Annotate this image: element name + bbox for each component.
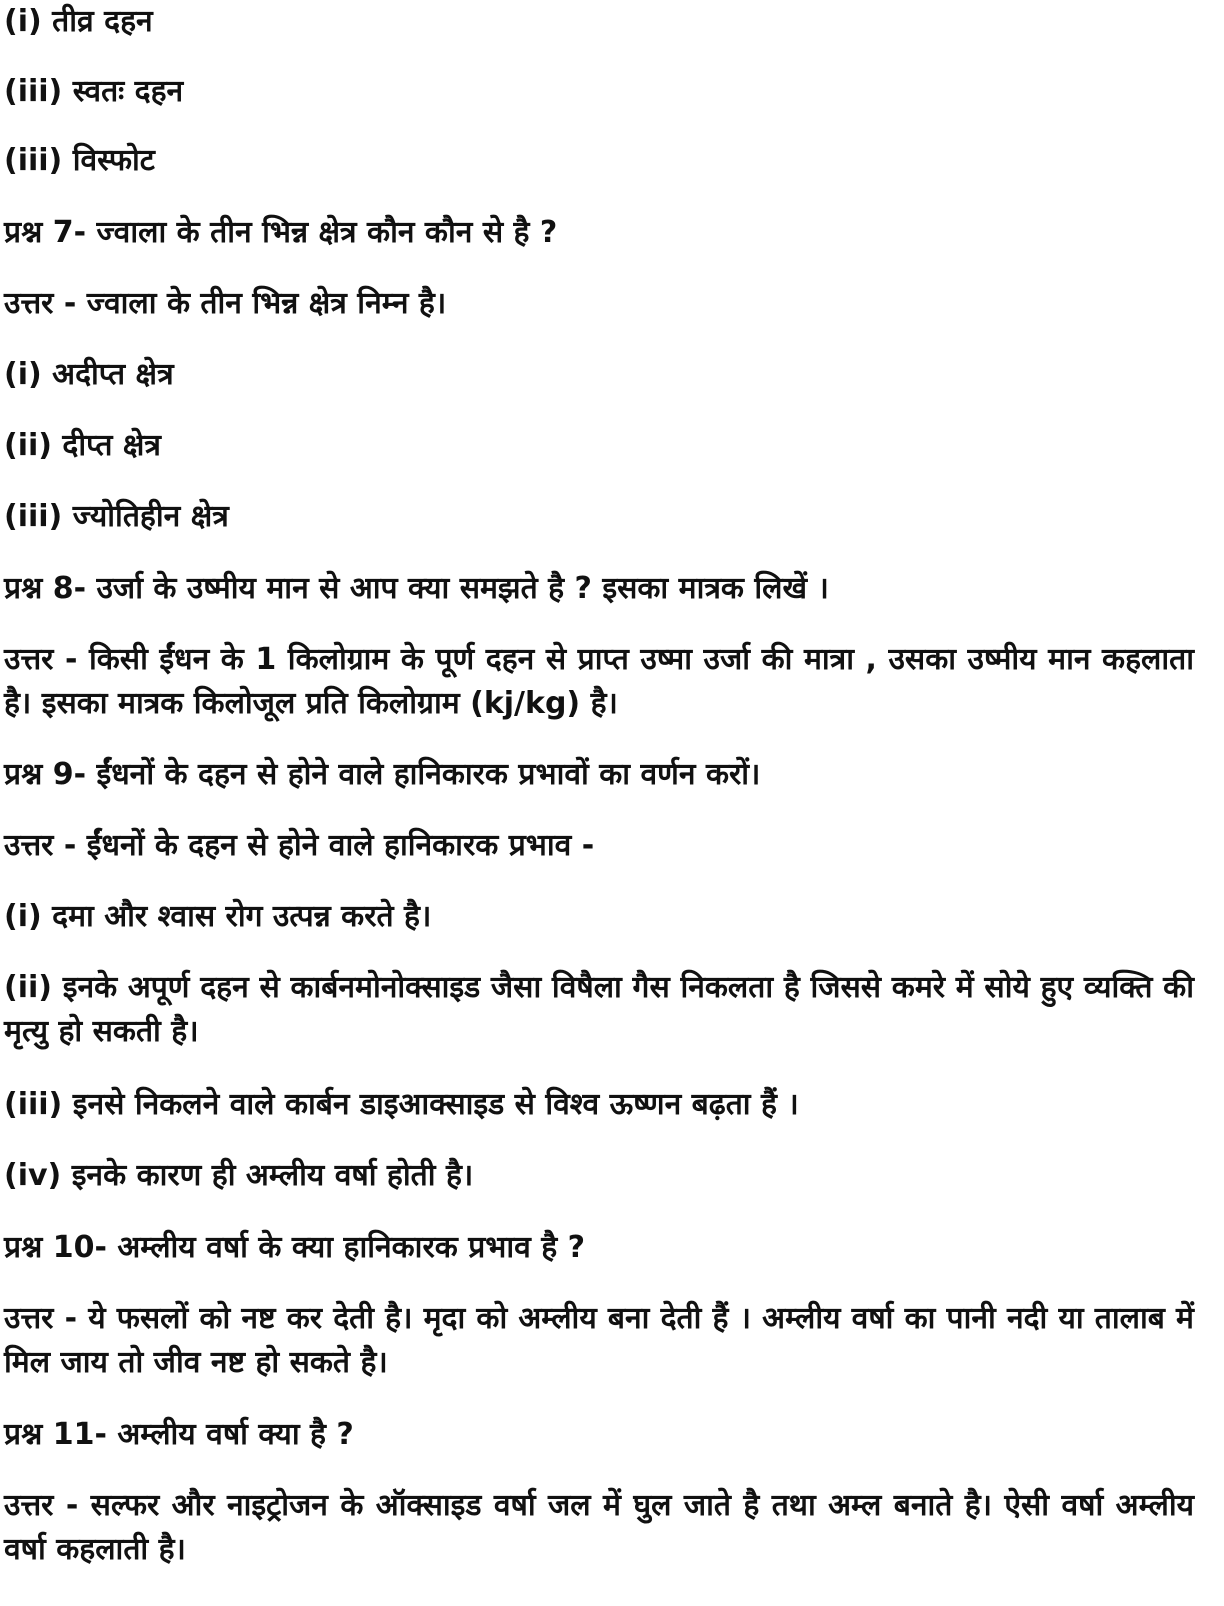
list-item: (iii) ज्योतिहीन क्षेत्र [4,499,229,534]
list-item: (i) तीव्र दहन [4,4,153,39]
answer-10: उत्तर - ये फसलों को नष्ट कर देती है। मृदा को अम्लीय बना देती हैं । अम्लीय वर्षा का पानी नदी या तालाब में मिल जाय तो जीव नष्ट हो सकते है। [4,1301,1194,1380]
question-11: प्रश्न 11- अम्लीय वर्षा क्या है ? [4,1417,354,1452]
answer-9: उत्तर - ईंधनों के दहन से होने वाले हानिकारक प्रभाव - [4,828,595,863]
list-item: (i) अदीप्त क्षेत्र [4,357,174,392]
list-item: (i) दमा और श्वास रोग उत्पन्न करते है। [4,899,432,934]
answer-7: उत्तर - ज्वाला के तीन भिन्न क्षेत्र निम्न है। [4,286,447,321]
answer-8: उत्तर - किसी ईंधन के 1 किलोग्राम के पूर्ण दहन से प्राप्त उष्मा उर्जा की मात्रा , उसका उष्मीय मान कहलाता है। इसका मात्रक किलोजूल प्रति किलोग्राम (kj/kg) है। [4,642,1194,721]
list-item: (iii) इनसे निकलने वाले कार्बन डाइआक्साइड से विश्व ऊष्णन बढ़ता हैं । [4,1087,799,1122]
list-item: (iii) विस्फोट [4,143,155,178]
answer-11: उत्तर - सल्फर और नाइट्रोजन के ऑक्साइड वर्षा जल में घुल जाते है तथा अम्ल बनाते है। ऐसी वर्षा अम्लीय वर्षा कहलाती है। [4,1488,1194,1567]
question-9: प्रश्न 9- ईंधनों के दहन से होने वाले हानिकारक प्रभावों का वर्णन करों। [4,757,761,792]
list-item: (iv) इनके कारण ही अम्लीय वर्षा होती है। [4,1158,474,1193]
question-10: प्रश्न 10- अम्लीय वर्षा के क्या हानिकारक प्रभाव है ? [4,1230,586,1265]
question-8: प्रश्न 8- उर्जा के उष्मीय मान से आप क्या समझते है ? इसका मात्रक लिखें । [4,571,829,606]
question-7: प्रश्न 7- ज्वाला के तीन भिन्न क्षेत्र कौन कौन से है ? [4,215,558,250]
list-item: (ii) इनके अपूर्ण दहन से कार्बनमोनोक्साइड जैसा विषैला गैस निकलता है जिससे कमरे में सोये हुए व्यक्ति की मृत्यु हो सकती है। [4,970,1194,1049]
list-item: (iii) स्वतः दहन [4,74,184,109]
list-item: (ii) दीप्त क्षेत्र [4,428,161,463]
